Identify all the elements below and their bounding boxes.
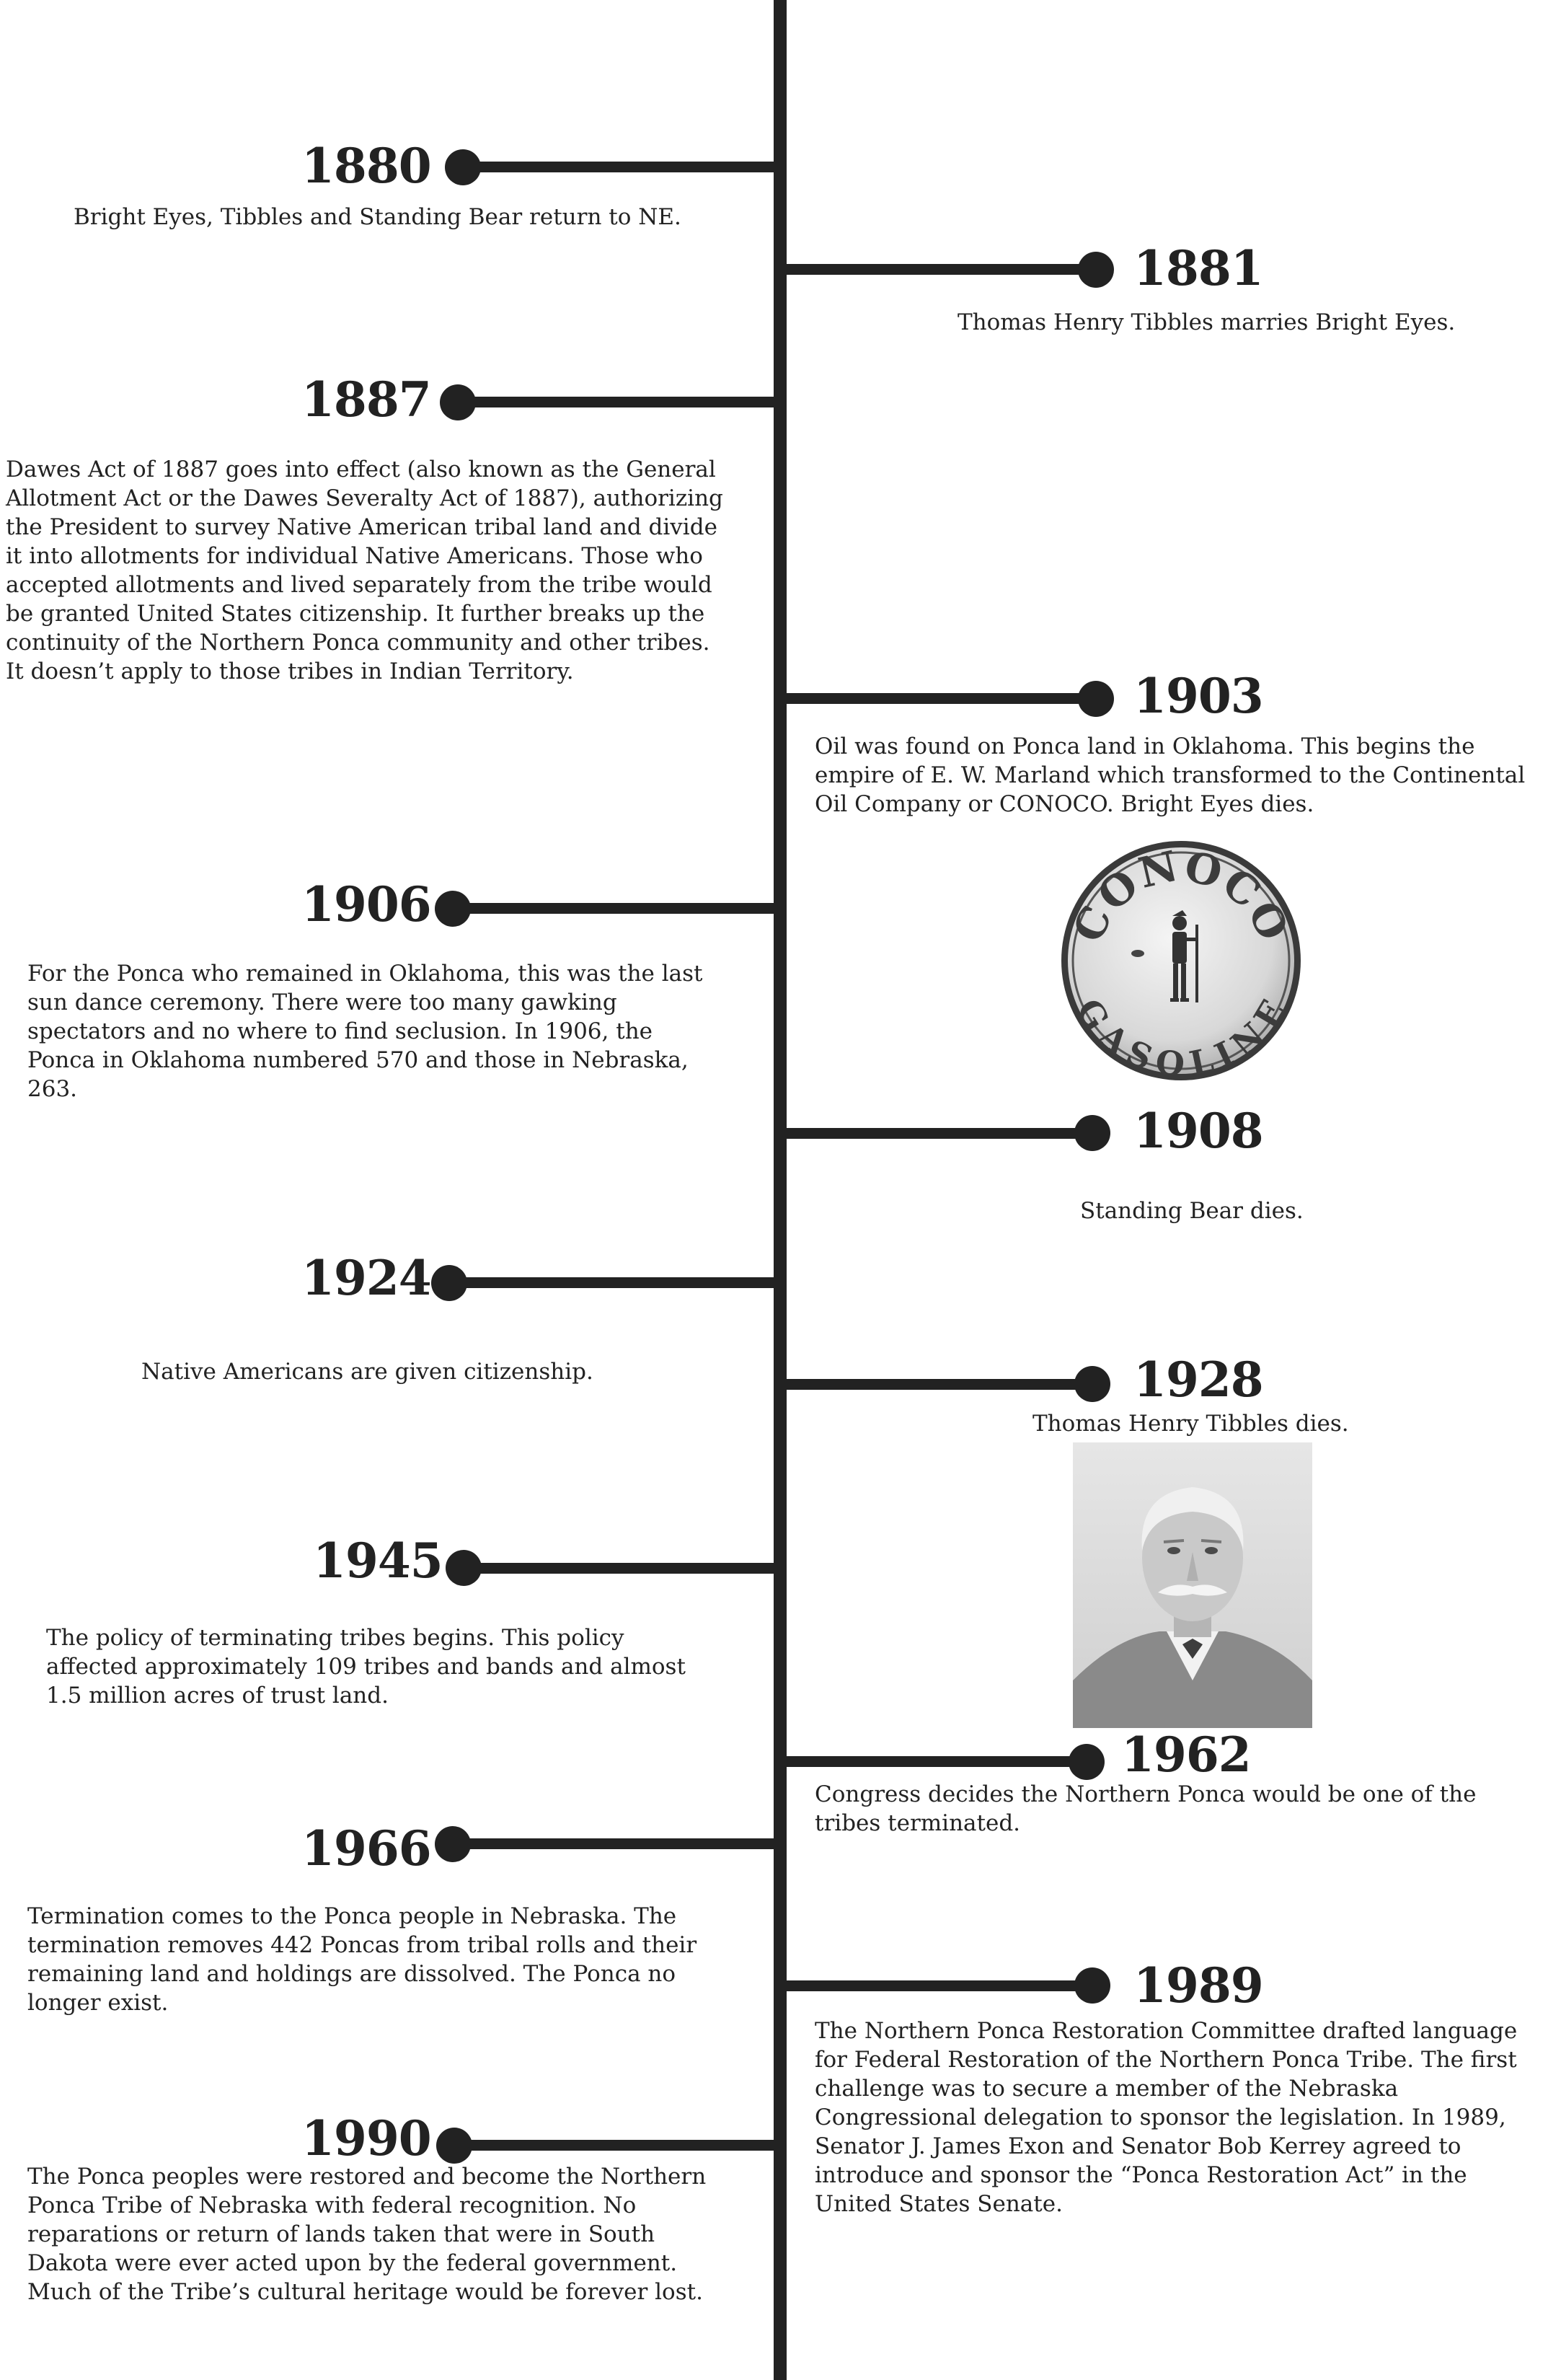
marker-dot-1906: [435, 891, 471, 927]
year-1928: 1928: [1133, 1352, 1263, 1408]
connector-1989: [785, 1980, 1102, 1991]
event-text-1903: Oil was found on Ponca land in Oklahoma. This begins the empire of E. W. Marland which transformed to the Continental Oil Company or CONOCO. Bright Eyes dies.: [815, 733, 1526, 817]
conoco-bottom-text: GASOLINE: [1069, 992, 1294, 1083]
marker-dot-1989: [1074, 1967, 1110, 2004]
event-text-1966: Termination comes to the Ponca people in Nebraska. The termination removes 442 Poncas from tribal rolls and their remaining land and holdings are dissolved. The Ponca no longer exist.: [27, 1903, 697, 2016]
event-text-1945: The policy of terminating tribes begins. This policy affected approximately 109 tribes and bands and almost 1.5 million acres of trust land.: [46, 1625, 686, 1709]
marker-dot-1928: [1074, 1366, 1110, 1402]
marker-dot-1945: [446, 1550, 482, 1586]
year-1989: 1989: [1133, 1957, 1263, 2014]
year-1881: 1881: [1133, 240, 1263, 296]
timeline-spine: [774, 0, 787, 2380]
marker-dot-1881: [1078, 252, 1114, 288]
connector-1881: [785, 264, 1102, 275]
connector-1903: [785, 693, 1102, 704]
year-1903: 1903: [1133, 668, 1263, 724]
connector-1906: [461, 903, 775, 914]
event-text-1989: The Northern Ponca Restoration Committee drafted language for Federal Restoration of the Northern Ponca Tribe. The first challenge was to secure a member of the Nebraska Congressional delegation to sponsor the legislation. In 1989, Senator J. James Exon and Senator Bob Kerrey agreed to introduce and sponsor the “Ponca Restoration Act” in the United States Senate.: [815, 2018, 1518, 2217]
marker-dot-1903: [1078, 681, 1114, 717]
year-1908: 1908: [1133, 1103, 1263, 1159]
event-text-1887: Dawes Act of 1887 goes into effect (also known as the General Allotment Act or the Dawes Severalty Act of 1887), authorizing the President to survey Native American tribal land and divide it into allotments for individual Native Americans. Those who accepted allotments and lived separately from the tribe would be granted United States citizenship. It further breaks up the continuity of the Northern Ponca community and other tribes. It doesn’t apply to those tribes in Indian Territory.: [6, 457, 723, 684]
year-1990: 1990: [301, 2110, 431, 2167]
event-text-1906: For the Ponca who remained in Oklahoma, this was the last sun dance ceremony. There were too many gawking spectators and no where to find seclusion. In 1906, the Ponca in Oklahoma numbered 570 and those in Nebraska, 263.: [27, 961, 703, 1102]
year-1945: 1945: [313, 1533, 443, 1589]
year-1880: 1880: [301, 138, 431, 194]
connector-1887: [461, 397, 775, 407]
connector-1945: [461, 1563, 775, 1574]
marker-dot-1966: [435, 1826, 471, 1862]
connector-1966: [461, 1838, 775, 1849]
connector-1924: [461, 1277, 775, 1288]
year-1962: 1962: [1121, 1727, 1251, 1783]
conoco-top-text: CONOCO: [1063, 841, 1299, 950]
year-1906: 1906: [301, 876, 431, 933]
marker-dot-1880: [445, 149, 481, 185]
conoco-gasoline-sign-image: [1058, 838, 1304, 1083]
year-1966: 1966: [301, 1820, 431, 1877]
marker-dot-1990: [436, 2128, 472, 2164]
event-text-1928: Thomas Henry Tibbles dies.: [1032, 1411, 1349, 1437]
year-1924: 1924: [301, 1250, 431, 1306]
year-1887: 1887: [301, 371, 431, 428]
marker-dot-1924: [431, 1265, 467, 1301]
tibbles-portrait-image: [1073, 1442, 1312, 1728]
event-text-1990: The Ponca peoples were restored and become the Northern Ponca Tribe of Nebraska with federal recognition. No reparations or return of lands taken that were in South Dakota were ever acted upon by the federal government. Much of the Tribe’s cultural heritage would be forever lost.: [27, 2164, 707, 2305]
connector-1990: [461, 2140, 775, 2151]
connector-1908: [785, 1128, 1102, 1139]
marker-dot-1887: [440, 384, 476, 420]
connector-1880: [461, 162, 775, 172]
connector-1962: [785, 1756, 1102, 1767]
marker-dot-1962: [1069, 1744, 1105, 1780]
marker-dot-1908: [1074, 1115, 1110, 1151]
event-text-1962: Congress decides the Northern Ponca would be one of the tribes terminated.: [815, 1781, 1477, 1836]
connector-1928: [785, 1379, 1102, 1390]
event-text-1908: Standing Bear dies.: [1080, 1198, 1304, 1224]
event-text-1881: Thomas Henry Tibbles marries Bright Eyes.: [958, 309, 1456, 335]
event-text-1924: Native Americans are given citizenship.: [141, 1359, 593, 1385]
event-text-1880: Bright Eyes, Tibbles and Standing Bear return to NE.: [74, 204, 681, 230]
